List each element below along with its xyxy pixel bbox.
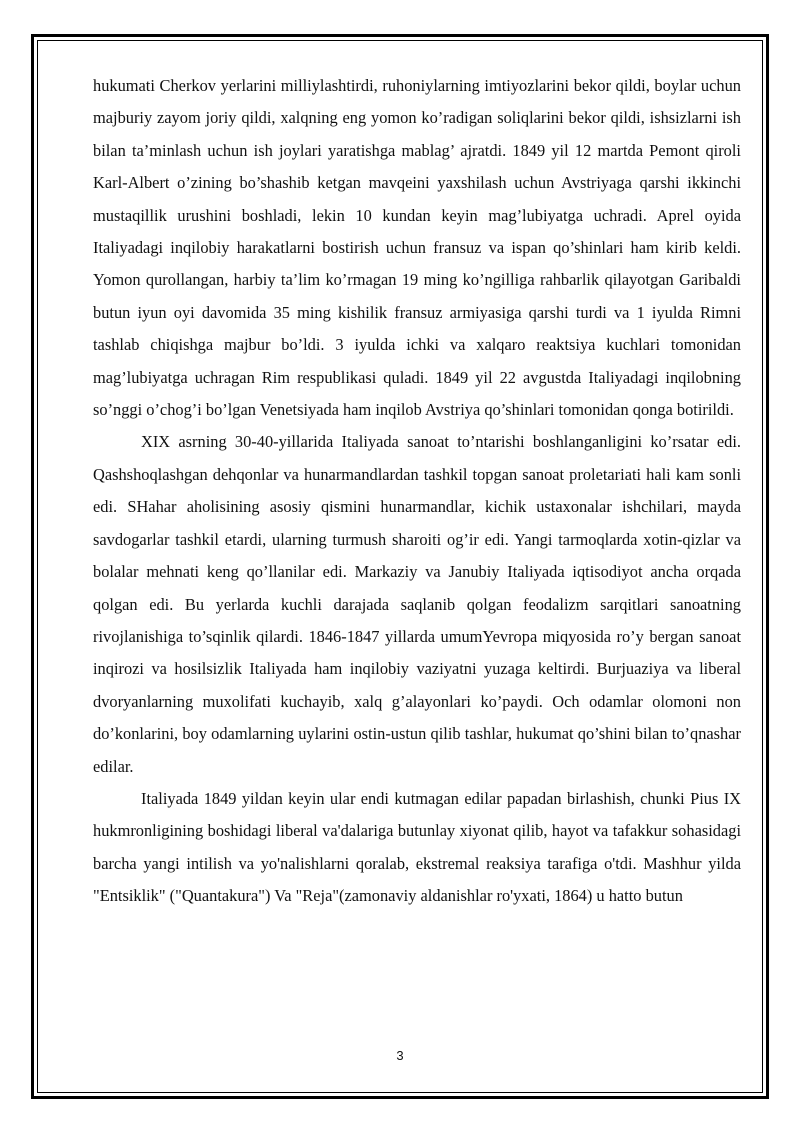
page-number: 3 <box>396 1048 404 1063</box>
paragraph-3: Italiyada 1849 yildan keyin ular endi kutmagan edilar papadan birlashish, chunki Pius IX hukmronligining boshidagi liberal va'dalariga butunlay xiyonat qilib, hayot va tafakkur sohasidagi barcha yangi intilish va yo'nalishlarni qoralab, ekstremal reaksiya tarafiga o'tdi. Mashhur yilda "Entsiklik" ("Quantakura") Va "Reja"(zamonaviy aldanishlar ro'yxati, 1864) u hatto butun <box>93 788 741 906</box>
document-body <box>93 70 741 913</box>
paragraph-1: hukumati Cherkov yerlarini milliylashtirdi, ruhoniylarning imtiyozlarini bekor qildi, boylar uchun majburiy zayom joriy qildi, xalqning eng yomon ko’radigan soliqlarini bekor qildi, ishsizlarni ish bilan ta’minlash uchun ish joylari yaratishga mablag’ ajratdi. 1849 yil 12 martda Pemont qiroli Karl-Albert o’zining bo’shashib ketgan mavqeini yaxshilash uchun Avstriyaga qarshi ikkinchi mustaqillik urushini boshladi, lekin 10 kundan keyin mag’lubiyatga uchradi. Aprel oyida Italiyadagi inqilobiy harakatlarni bostirish uchun fransuz va ispan qo’shinlari ham kirib keldi. Yomon qurollangan, harbiy ta’lim ko’rmagan 19 ming ko’ngilliga rahbarlik qilayotgan Garibaldi butun iyun oyi davomida 35 ming kishilik fransuz armiyasiga qarshi turdi va 1 iyulda Rimni tashlab chiqishga majbur bo’ldi. 3 iyulda ichki va xalqaro reaktsiya kuchlari tomonidan mag’lubiyatga uchragan Rim respublikasi quladi. 1849 yil 22 avgustda Italiyadagi inqilobning so’nggi o’chog’i bo’lgan Venetsiyada ham inqilob Avstriya qo’shinlari tomonidan qonga botirildi. <box>93 76 741 420</box>
paragraph-2: XIX asrning 30-40-yillarida Italiyada sanoat to’ntarishi boshlanganligini ko’rsatar edi. Qashshoqlashgan dehqonlar va hunarmandlardan tashkil topgan sanoat proletariati hali kam sonli edi. SHahar aholisining asosiy qismini hunarmandlar, kichik ustaxonalar ishchilari, mayda savdogarlar tashkil etardi, ularning turmush sharoiti og’ir edi. Yangi tarmoqlarda xotin-qizlar va bolalar mehnati keng qo’llanilar edi. Markaziy va Janubiy Italiyada iqtisodiyot ancha orqada qolgan edi. Bu yerlarda kuchli darajada saqlanib qolgan feodalizm sarqitlari sanoatning rivojlanishiga to’sqinlik qilardi. 1846-1847 yillarda umumYevropa miqyosida ro’y bergan sanoat inqirozi va hosilsizlik Italiyada ham inqilobiy vaziyatni yuzaga keltirdi. Burjuaziya va liberal dvoryanlarning muxolifati kuchayib, xalq g’alayonlari ko’paydi. Och odamlar olomoni non do’konlarini, boy odamlarning uylarini ostin-ustun qilib tashlar, hukumat qo’shini bilan to’qnashar edilar. <box>93 432 741 776</box>
